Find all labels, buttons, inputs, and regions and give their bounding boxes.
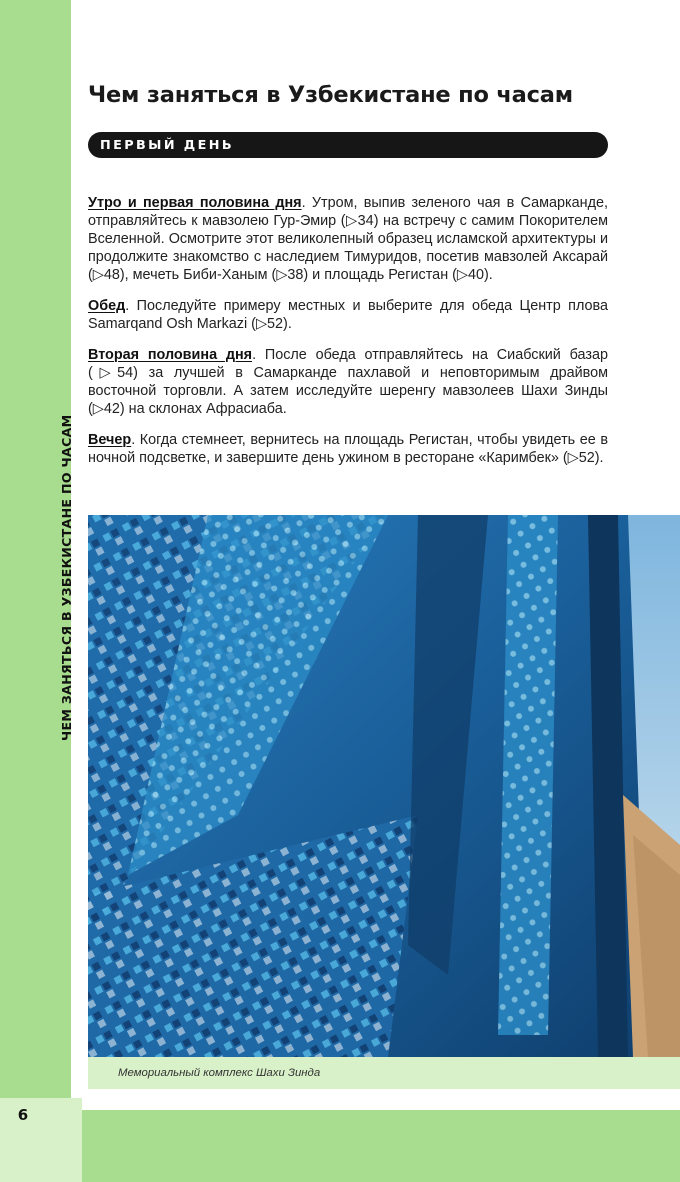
shah-i-zinda-photo xyxy=(88,515,680,1057)
paragraph-lead: Утро и первая половина дня xyxy=(88,195,302,211)
paragraph-afternoon xyxy=(88,346,608,418)
paragraph-morning xyxy=(88,194,608,284)
paragraph-lead: Вечер xyxy=(88,432,132,448)
page-number: 6 xyxy=(17,1106,29,1124)
paragraph-lead: Вторая половина дня xyxy=(88,347,253,363)
paragraph-text: . Когда стемнеет, вернитесь на площадь Регистан, чтобы увидеть ее в ночной подсветке, и завершите день ужином в ресторане «Каримбек» (▷52). xyxy=(88,432,608,466)
photo-caption: Мемориальный комплекс Шахи Зинда xyxy=(118,1067,321,1079)
paragraph-text: . После обеда отправляйтесь на Сиабский базар (▷54) за лучшей в Самарканде пахлавой и неповторимым драйвом восточной торговли. А затем исследуйте шеренгу мавзолеев Шахи Зинды (▷42) на склонах Афрасиаба. xyxy=(88,347,608,417)
footer-band xyxy=(82,1110,680,1182)
paragraph-text: . Последуйте примеру местных и выберите для обеда Центр плова Samarqand Osh Markazi (▷52). xyxy=(88,298,608,332)
page-title: Чем заняться в Узбекистане по часам xyxy=(88,82,573,108)
section-label: ПЕРВЫЙ ДЕНЬ xyxy=(100,138,235,153)
paragraph-text: . Утром, выпив зеленого чая в Самарканде, отправляйтесь к мавзолею Гур-Эмир (▷34) на встречу с самим Покорителем Вселенной. Осмотрите этот великолепный образец исламской архитектуры и продолжите знакомство с наследием Тимуридов, посетив мавзолей Аксарай (▷48), мечеть Биби-Ханым (▷38) и площадь Регистан (▷40). xyxy=(88,195,608,283)
paragraph-evening xyxy=(88,431,608,467)
body-text xyxy=(88,194,608,480)
running-header: ЧЕМ ЗАНЯТЬСЯ В УЗБЕКИСТАНЕ ПО ЧАСАМ xyxy=(59,414,74,741)
paragraph-lunch xyxy=(88,297,608,333)
paragraph-lead: Обед xyxy=(88,298,126,314)
